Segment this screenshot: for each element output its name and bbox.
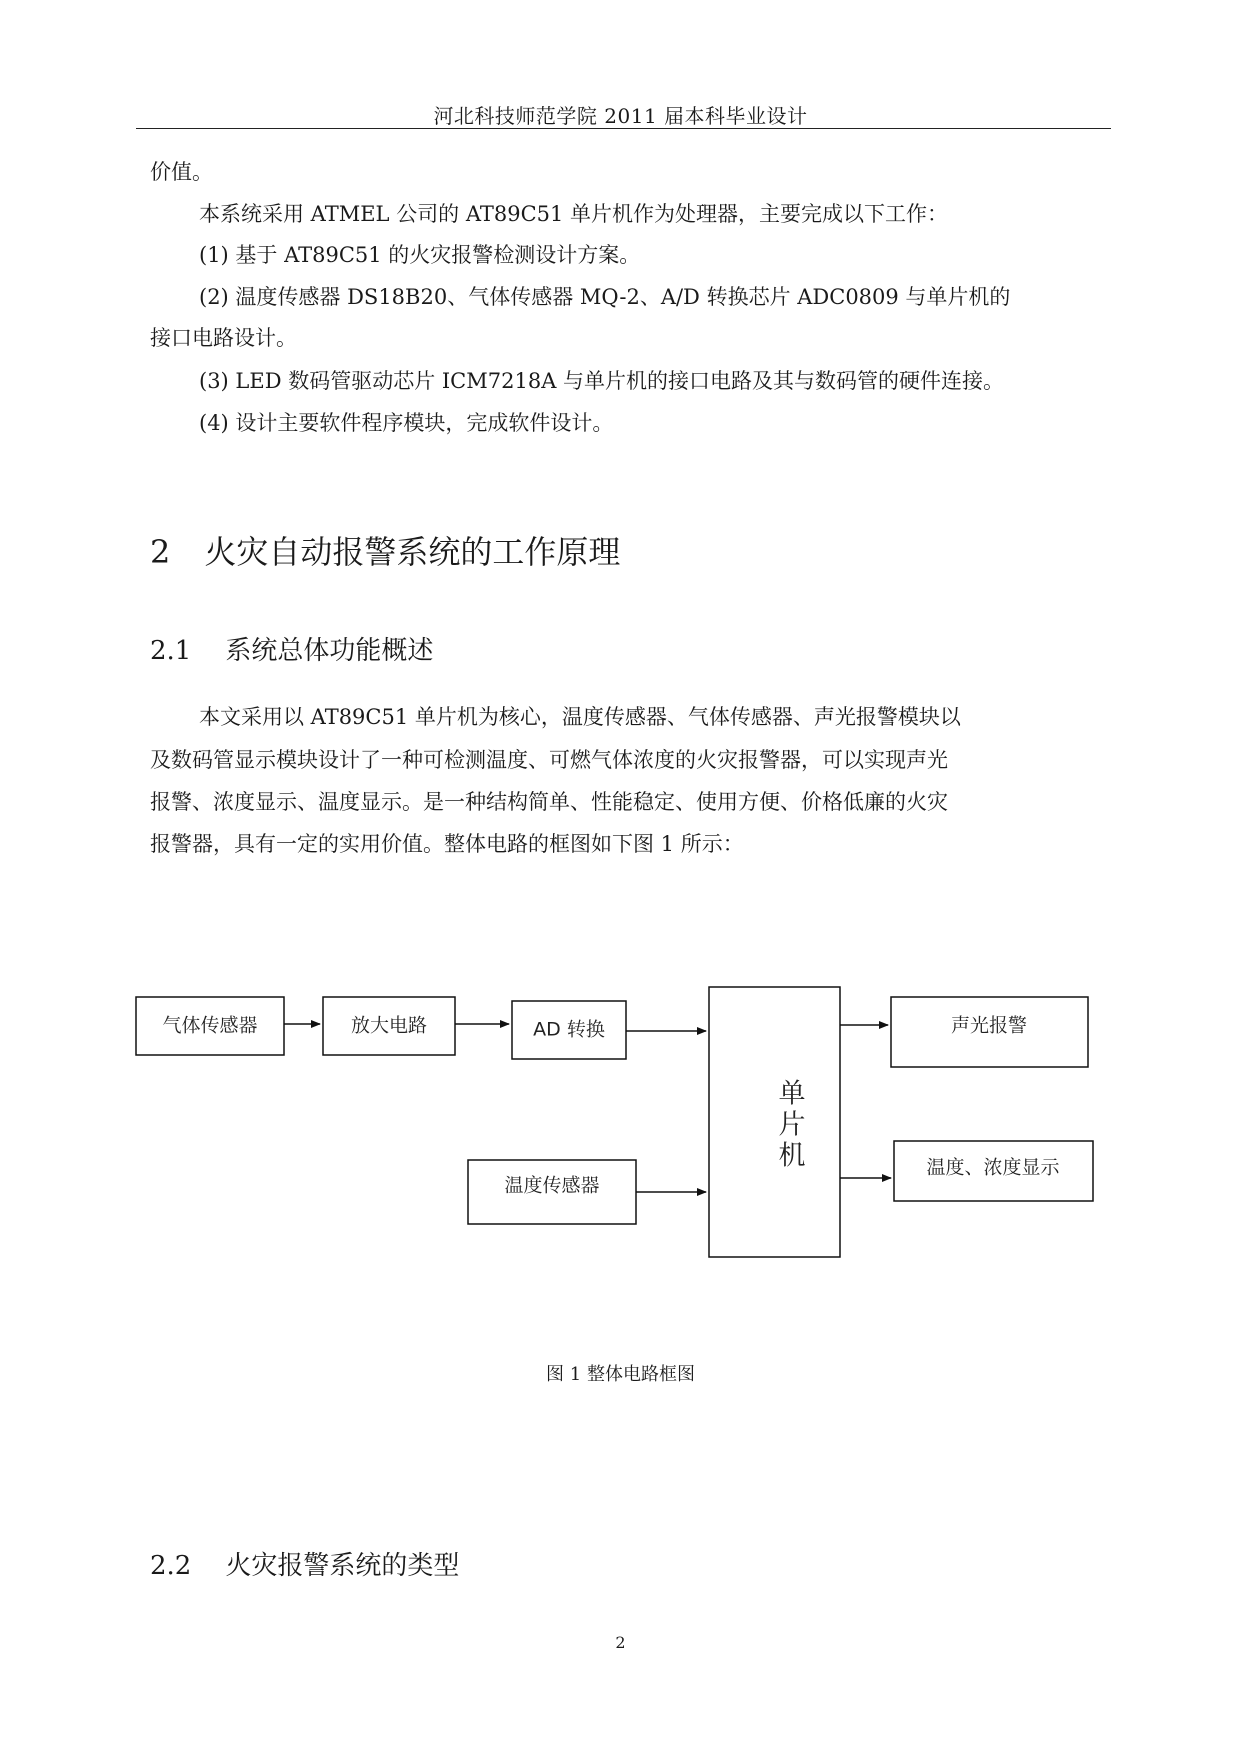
intro-item-3: (3) LED 数码管驱动芯片 ICM7218A 与单片机的接口电路及其与数码管的硬件连接。 bbox=[199, 369, 1005, 393]
mcu-label-3: 机 bbox=[778, 1140, 806, 1172]
mcu-label-2: 片 bbox=[778, 1109, 806, 1141]
section-2-title: 火灾自动报警系统的工作原理 bbox=[204, 533, 621, 571]
para-line-4: 报警器，具有一定的实用价值。整体电路的框图如下图 1 所示： bbox=[150, 832, 744, 856]
section-2-1-number: 2.1 bbox=[150, 636, 192, 666]
figure-caption: 图 1 整体电路框图 bbox=[546, 1364, 695, 1385]
ad-convert-label: AD 转换 bbox=[533, 1018, 605, 1041]
gas-sensor-label: 气体传感器 bbox=[162, 1014, 258, 1037]
mcu-label-1: 单 bbox=[778, 1078, 806, 1110]
para-line-2: 及数码管显示模块设计了一种可检测温度、可燃气体浓度的火灾报警器，可以实现声光 bbox=[150, 748, 948, 772]
para-line-3: 报警、浓度显示、温度显示。是一种结构简单、性能稳定、使用方便、价格低廉的火灾 bbox=[150, 790, 948, 814]
temp-sensor-label: 温度传感器 bbox=[504, 1174, 600, 1197]
intro-item-2b: 接口电路设计。 bbox=[150, 326, 297, 350]
intro-line-0: 价值。 bbox=[150, 160, 213, 184]
section-2-2-heading bbox=[150, 1545, 459, 1582]
running-header: 河北科技师范学院 2011 届本科毕业设计 bbox=[433, 104, 808, 128]
page-number: 2 bbox=[615, 1633, 626, 1652]
intro-item-4: (4) 设计主要软件程序模块，完成软件设计。 bbox=[199, 411, 614, 435]
section-2-number: 2 bbox=[150, 533, 171, 571]
intro-item-1: (1) 基于 AT89C51 的火灾报警检测设计方案。 bbox=[199, 243, 641, 267]
section-2-2-number: 2.2 bbox=[150, 1551, 192, 1581]
display-label: 温度、浓度显示 bbox=[926, 1156, 1060, 1179]
para-line-1: 本文采用以 AT89C51 单片机为核心，温度传感器、气体传感器、声光报警模块以 bbox=[199, 705, 961, 729]
section-2-2-title: 火灾报警系统的类型 bbox=[225, 1551, 460, 1581]
section-2-1-title: 系统总体功能概述 bbox=[225, 636, 434, 666]
alarm-label: 声光报警 bbox=[950, 1014, 1028, 1037]
intro-line-1: 本系统采用 ATMEL 公司的 AT89C51 单片机作为处理器，主要完成以下工作： bbox=[199, 202, 949, 226]
intro-item-2a: (2) 温度传感器 DS18B20、气体传感器 MQ-2、A/D 转换芯片 ADC0809 与单片机的 bbox=[199, 285, 1011, 309]
amplifier-label: 放大电路 bbox=[350, 1014, 428, 1037]
mcu-box bbox=[709, 987, 840, 1257]
